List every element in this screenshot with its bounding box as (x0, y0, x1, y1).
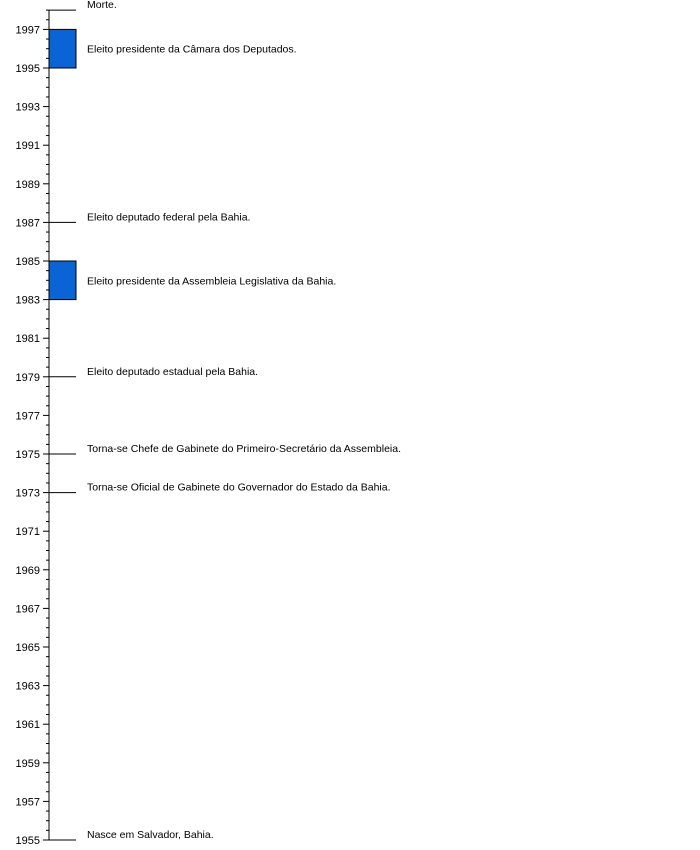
period-label: Eleito presidente da Assembleia Legislativa da Bahia. (87, 275, 337, 288)
event-label: Eleito deputado federal pela Bahia. (87, 211, 251, 224)
period-bar (49, 29, 76, 68)
period-label: Eleito presidente da Câmara dos Deputados. (87, 43, 297, 56)
tick-label: 1975 (15, 449, 40, 461)
tick-label: 1955 (15, 835, 40, 847)
tick-label: 1995 (15, 63, 40, 75)
event-label: Torna-se Oficial de Gabinete do Governador do Estado da Bahia. (87, 481, 391, 494)
tick-label: 1971 (15, 526, 40, 539)
tick-label: 1993 (15, 101, 40, 114)
tick-label: 1979 (15, 371, 40, 384)
event-label: Nasce em Salvador, Bahia. (87, 829, 214, 841)
event-label: Morte. (87, 0, 117, 12)
tick-label: 1997 (15, 24, 40, 37)
tick-label: 1973 (15, 487, 40, 500)
period-bar (49, 261, 76, 300)
tick-label: 1965 (15, 642, 40, 654)
tick-label: 1977 (15, 410, 40, 423)
tick-label: 1985 (15, 256, 40, 268)
tick-label: 1991 (15, 140, 40, 153)
event-label: Torna-se Chefe de Gabinete do Primeiro-Secretário da Assembleia. (87, 443, 401, 455)
tick-label: 1967 (15, 603, 40, 616)
tick-label: 1959 (15, 757, 40, 770)
tick-label: 1957 (15, 796, 40, 809)
tick-label: 1969 (15, 564, 40, 577)
event-label: Eleito deputado estadual pela Bahia. (87, 365, 259, 378)
tick-label: 1989 (15, 178, 40, 191)
tick-label: 1981 (15, 333, 40, 346)
tick-label: 1963 (15, 680, 40, 693)
tick-label: 1987 (15, 217, 40, 230)
tick-label: 1983 (15, 294, 40, 307)
tick-label: 1961 (15, 719, 40, 732)
